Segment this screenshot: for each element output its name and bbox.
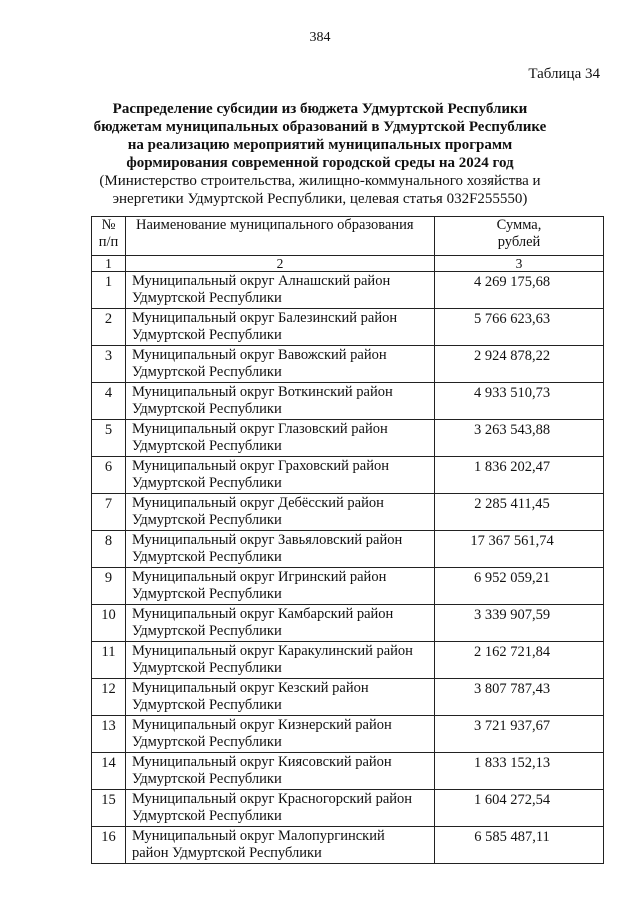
subsidy-amount: 6 952 059,21	[435, 568, 604, 605]
municipality-name-line: Удмуртской Республики	[132, 548, 282, 565]
subsidy-amount: 2 285 411,45	[435, 494, 604, 531]
municipality-name-line: Муниципальный округ Киясовский район	[132, 754, 392, 770]
table-label: Таблица 34	[528, 66, 600, 82]
municipality-name-line: Удмуртской Республики	[132, 770, 282, 787]
municipality-name-line: Муниципальный округ Малопургинский	[132, 828, 385, 844]
title-line: формирования современной городской среды на 2024 год	[126, 155, 514, 171]
municipality-name	[126, 642, 435, 679]
row-number: 14	[92, 753, 126, 790]
table-body	[92, 272, 604, 864]
subsidy-amount: 1 604 272,54	[435, 790, 604, 827]
subsidy-amount: 3 721 937,67	[435, 716, 604, 753]
municipality-name	[126, 420, 435, 457]
row-number: 4	[92, 383, 126, 420]
title-line: на реализацию мероприятий муниципальных программ	[127, 137, 513, 153]
table-row	[92, 420, 604, 457]
municipality-name	[126, 605, 435, 642]
municipality-name-line: Удмуртской Республики	[132, 807, 282, 824]
column-number: 3	[435, 256, 604, 272]
municipality-name-line: Удмуртской Республики	[132, 363, 282, 380]
municipality-name-line: Муниципальный округ Балезинский район	[132, 310, 398, 326]
table-row	[92, 346, 604, 383]
row-number: 7	[92, 494, 126, 531]
document-title	[60, 100, 580, 172]
subsidy-amount: 2 162 721,84	[435, 642, 604, 679]
municipality-name-line: Муниципальный округ Завьяловский район	[132, 532, 403, 548]
table-row	[92, 679, 604, 716]
municipality-name	[126, 309, 435, 346]
table-row	[92, 605, 604, 642]
subtitle-line: (Министерство строительства, жилищно-коммунального хозяйства и	[99, 173, 541, 189]
municipality-name	[126, 272, 435, 309]
row-number: 2	[92, 309, 126, 346]
row-number: 8	[92, 531, 126, 568]
municipality-name-line: Удмуртской Республики	[132, 289, 282, 306]
subsidy-amount: 4 269 175,68	[435, 272, 604, 309]
municipality-name-line: Муниципальный округ Воткинский район	[132, 384, 393, 400]
table-row	[92, 494, 604, 531]
row-number: 5	[92, 420, 126, 457]
municipality-name-line: Удмуртской Республики	[132, 733, 282, 750]
municipality-name-line: Муниципальный округ Граховский район	[132, 458, 389, 474]
header-sum-unit: рублей	[497, 234, 541, 250]
table-row	[92, 531, 604, 568]
subsidy-amount: 1 836 202,47	[435, 457, 604, 494]
header-number-cell	[92, 217, 126, 256]
municipality-name-line: Муниципальный округ Игринский район	[132, 569, 387, 585]
row-number: 13	[92, 716, 126, 753]
municipality-name-line: Муниципальный округ Красногорский район	[132, 791, 413, 807]
row-number: 1	[92, 272, 126, 309]
title-line: бюджетам муниципальных образований в Удмуртской Республике	[93, 119, 547, 135]
municipality-name-line: Удмуртской Республики	[132, 659, 282, 676]
header-name-cell: Наименование муниципального образования	[126, 217, 435, 256]
column-number: 2	[126, 256, 435, 272]
subsidy-amount: 3 263 543,88	[435, 420, 604, 457]
header-sum-label: Сумма,	[496, 217, 542, 233]
municipality-name-line: Удмуртской Республики	[132, 622, 282, 639]
municipality-name-line: Муниципальный округ Дебёсский район	[132, 495, 384, 511]
municipality-name-line: Муниципальный округ Каракулинский район	[132, 643, 413, 659]
row-number: 11	[92, 642, 126, 679]
municipality-name-line: Удмуртской Республики	[132, 696, 282, 713]
municipality-name-line: Удмуртской Республики	[132, 437, 282, 454]
table-row	[92, 827, 604, 864]
document-subtitle	[60, 172, 580, 208]
table-row	[92, 272, 604, 309]
table-row	[92, 383, 604, 420]
municipality-name-line: Удмуртской Республики	[132, 585, 282, 602]
table-row	[92, 309, 604, 346]
table-row	[92, 790, 604, 827]
subsidy-amount: 2 924 878,22	[435, 346, 604, 383]
row-number: 3	[92, 346, 126, 383]
column-numbers-row	[92, 256, 604, 272]
municipality-name	[126, 790, 435, 827]
row-number: 12	[92, 679, 126, 716]
table-row	[92, 642, 604, 679]
row-number: 6	[92, 457, 126, 494]
subsidy-amount: 6 585 487,11	[435, 827, 604, 864]
municipality-name	[126, 346, 435, 383]
municipality-name	[126, 531, 435, 568]
subsidy-amount: 1 833 152,13	[435, 753, 604, 790]
row-number: 15	[92, 790, 126, 827]
municipality-name	[126, 494, 435, 531]
municipality-name-line: Удмуртской Республики	[132, 400, 282, 417]
municipality-name-line: Муниципальный округ Кизнерский район	[132, 717, 392, 733]
municipality-name-line: Муниципальный округ Глазовский район	[132, 421, 388, 437]
municipality-name	[126, 568, 435, 605]
page-number: 384	[309, 30, 331, 45]
municipality-name-line: Удмуртской Республики	[132, 326, 282, 343]
municipality-name	[126, 753, 435, 790]
table-row	[92, 716, 604, 753]
row-number: 16	[92, 827, 126, 864]
header-number-label: п/п	[98, 234, 119, 250]
subsidy-amount: 5 766 623,63	[435, 309, 604, 346]
table-row	[92, 753, 604, 790]
municipality-name-line: Муниципальный округ Камбарский район	[132, 606, 394, 622]
row-number: 9	[92, 568, 126, 605]
municipality-name	[126, 716, 435, 753]
municipality-name-line: Муниципальный округ Алнашский район	[132, 273, 391, 289]
municipality-name	[126, 827, 435, 864]
table-header-row	[92, 217, 604, 256]
table-row	[92, 457, 604, 494]
table-row	[92, 568, 604, 605]
municipality-name	[126, 457, 435, 494]
subsidy-amount: 17 367 561,74	[435, 531, 604, 568]
subsidy-table	[91, 216, 604, 864]
municipality-name-line: Удмуртской Республики	[132, 511, 282, 528]
subsidy-amount: 3 339 907,59	[435, 605, 604, 642]
header-number-symbol: №	[101, 217, 116, 233]
column-number: 1	[92, 256, 126, 272]
header-sum-cell	[435, 217, 604, 256]
municipality-name-line: Удмуртской Республики	[132, 474, 282, 491]
municipality-name-line: Муниципальный округ Вавожский район	[132, 347, 387, 363]
municipality-name-line: район Удмуртской Республики	[132, 844, 322, 861]
municipality-name	[126, 383, 435, 420]
subsidy-amount: 4 933 510,73	[435, 383, 604, 420]
subsidy-amount: 3 807 787,43	[435, 679, 604, 716]
municipality-name-line: Муниципальный округ Кезский район	[132, 680, 369, 696]
row-number: 10	[92, 605, 126, 642]
title-line: Распределение субсидии из бюджета Удмуртской Республики	[112, 101, 528, 117]
subtitle-line: энергетики Удмуртской Республики, целевая статья 032F255550)	[112, 191, 528, 207]
municipality-name	[126, 679, 435, 716]
